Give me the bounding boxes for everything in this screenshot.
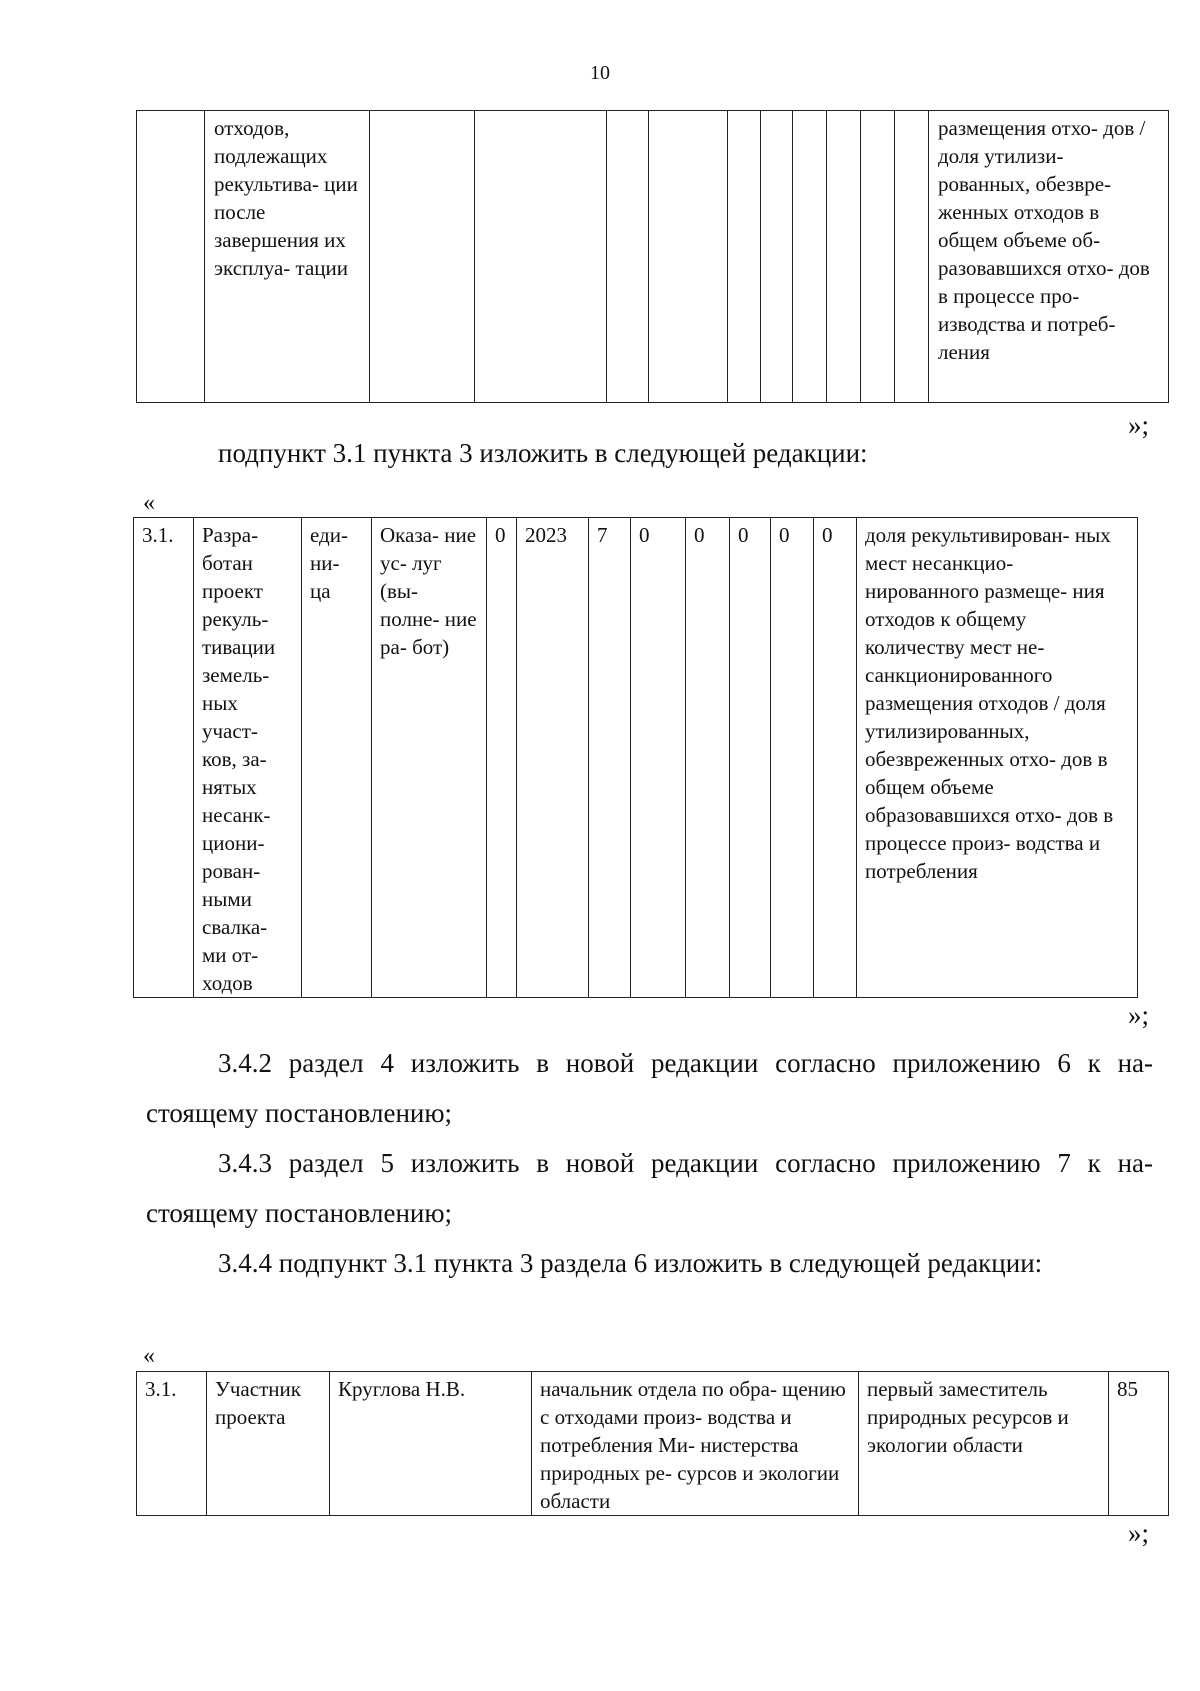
paragraph-3-4-3-line-2: стоящему постановлению;	[146, 1198, 453, 1228]
closing-quote: »;	[1128, 410, 1150, 440]
table-cell	[475, 111, 607, 403]
paragraph-3-4-2-line-2: стоящему постановлению;	[146, 1098, 453, 1128]
direct-supervisor: первый заместитель природных ресурсов и экологии области	[859, 1372, 1109, 1516]
value-4: 0	[730, 518, 771, 998]
closing-quote: »;	[1128, 1000, 1150, 1030]
value-1: 7	[589, 518, 631, 998]
value-6: 0	[814, 518, 857, 998]
table-continuation	[136, 110, 1169, 403]
opening-quote: «	[143, 1343, 155, 1369]
value-2: 0	[631, 518, 686, 998]
page-number: 10	[590, 62, 610, 84]
result-type: Оказа- ние ус- луг (вы- полне- ние ра- бот)	[372, 518, 487, 998]
employment-percent: 85	[1109, 1372, 1169, 1516]
participant-role: Участник проекта	[207, 1372, 330, 1516]
participant-name: Круглова Н.В.	[330, 1372, 532, 1516]
table-cell	[895, 111, 929, 403]
row-number: 3.1.	[134, 518, 194, 998]
table-cell	[861, 111, 895, 403]
indicator-description: доля рекультивирован- ных мест несанкцио- нированного размеще- ния отходов к общему количеству мест не- санкционированного размещения отходов / доля утилизированных, обезвреженных отхо- дов в общем объеме образовавшихся отхо- дов в процессе произ- водства и потребления	[857, 518, 1138, 998]
table-participant	[136, 1371, 1169, 1516]
table-cell	[137, 111, 205, 403]
base-year: 2023	[517, 518, 589, 998]
table-cell	[728, 111, 761, 403]
participant-position: начальник отдела по обра- щению с отходами произ- водства и потребления Ми- нистерства природных ре- сурсов и экологии области	[532, 1372, 859, 1516]
base-value: 0	[487, 518, 517, 998]
paragraph-3-4-4: 3.4.4 подпункт 3.1 пункта 3 раздела 6 изложить в следующей редакции:	[218, 1248, 1043, 1278]
paragraph-3-4-2-line-1: 3.4.2 раздел 4 изложить в новой редакции согласно приложению 6 к на-	[218, 1048, 1153, 1078]
paragraph-3-4-3-line-1: 3.4.3 раздел 5 изложить в новой редакции согласно приложению 7 к на-	[218, 1148, 1153, 1178]
opening-quote: «	[143, 490, 155, 516]
closing-quote: »;	[1128, 1518, 1150, 1548]
table-cell	[607, 111, 649, 403]
table-cell-goal: отходов, подлежащих рекультива- ции после завершения их эксплуа- тации	[205, 111, 370, 403]
table-indicator-3-1	[133, 517, 1138, 998]
paragraph-instruction: подпункт 3.1 пункта 3 изложить в следующей редакции:	[218, 438, 868, 468]
table-cell-indicator: размещения отхо- дов / доля утилизи- рованных, обезвре- женных отходов в общем объеме об- разовавшихся отхо- дов в процессе про- изводства и потреб- ления	[929, 111, 1169, 403]
row-number: 3.1.	[137, 1372, 207, 1516]
table-cell	[827, 111, 861, 403]
unit: еди- ни- ца	[302, 518, 372, 998]
table-cell	[761, 111, 793, 403]
table-cell	[649, 111, 728, 403]
value-3: 0	[686, 518, 730, 998]
result-name: Разра- ботан проект рекуль- тивации земель- ных участ- ков, за- нятых несанк- циони- рован- ными свалка- ми от- ходов	[194, 518, 302, 998]
table-cell	[370, 111, 475, 403]
table-cell	[793, 111, 827, 403]
value-5: 0	[771, 518, 814, 998]
